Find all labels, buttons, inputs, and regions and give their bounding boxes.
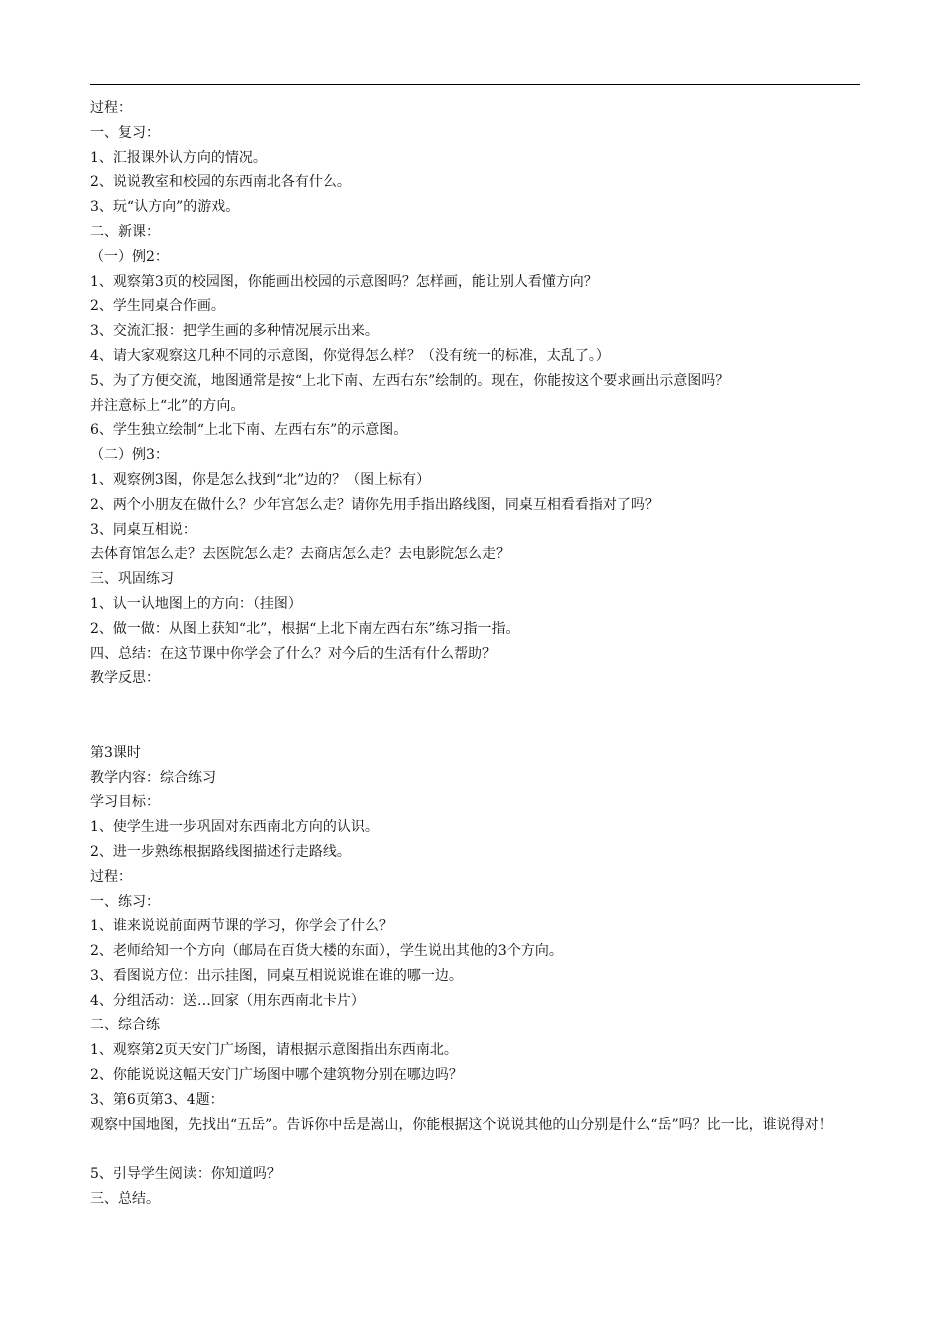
text-line: 2、说说教室和校园的东西南北各有什么。 [90,174,351,191]
subsection-heading: （一）例2： [90,248,169,265]
document-body [90,96,860,1212]
section-heading: 二、综合练 [90,1017,160,1034]
spacer [90,691,860,741]
text-line: 2、学生同桌合作画。 [90,298,225,315]
text-line: 3、第6页第3、4题： [90,1091,224,1108]
section-heading: 四、总结：在这节课中你学会了什么？对今后的生活有什么帮助？ [90,645,496,662]
text-line: 5、引导学生阅读：你知道吗？ [90,1166,281,1183]
text-line: 2、老师给知一个方向（邮局在百货大楼的东面），学生说出其他的3个方向。 [90,943,563,960]
text-line: 3、看图说方位：出示挂图，同桌互相说说谁在谁的哪一边。 [90,967,463,984]
section-heading: 二、新课： [90,223,160,240]
text-line: 4、分组活动：送…回家（用东西南北卡片） [90,992,365,1009]
text-paragraph: 观察中国地图，先找出“五岳”。告诉你中岳是嵩山，你能根据这个说说其他的山分别是什么“岳”吗？比一比，谁说得对！ [90,1116,833,1133]
text-line: 教学内容：综合练习 [90,769,216,786]
header-rule [90,84,860,85]
text-line: 2、做一做：从图上获知“北”，根据“上北下南左西右东”练习指一指。 [90,620,520,637]
text-line: 1、观察第2页天安门广场图，请根据示意图指出东西南北。 [90,1042,458,1059]
text-line: 教学反思： [90,670,160,687]
text-line: 1、汇报课外认方向的情况。 [90,149,267,166]
text-line: 1、认一认地图上的方向：（挂图） [90,595,302,612]
section-heading: 一、练习： [90,893,160,910]
text-line: 1、使学生进一步巩固对东西南北方向的认识。 [90,819,379,836]
subsection-heading: （二）例3： [90,447,169,464]
text-line: 过程： [90,868,132,885]
text-line: 去体育馆怎么走？去医院怎么走？去商店怎么走？去电影院怎么走？ [90,546,510,563]
text-line: 并注意标上“北”的方向。 [90,397,245,414]
text-line: 5、为了方便交流，地图通常是按“上北下南、左西右东”绘制的。现在，你能按这个要求画出示意图吗？ [90,372,730,389]
section-heading: 三、巩固练习 [90,571,174,588]
text-line: 学习目标： [90,794,160,811]
text-line: 2、两个小朋友在做什么？少年宫怎么走？请你先用手指出路线图，同桌互相看看指对了吗？ [90,496,659,513]
text-line: 4、请大家观察这几种不同的示意图，你觉得怎么样？（没有统一的标准，太乱了。） [90,347,610,364]
text-line: 1、谁来说说前面两节课的学习，你学会了什么？ [90,918,393,935]
section-heading: 一、复习： [90,124,160,141]
text-line: 2、你能说说这幅天安门广场图中哪个建筑物分别在哪边吗？ [90,1067,463,1084]
text-line: 过程： [90,100,132,116]
lesson-title: 第3课时 [90,744,141,761]
text-line: 1、观察第3页的校园图，你能画出校园的示意图吗？怎样画，能让别人看懂方向？ [90,273,598,290]
spacer [90,1137,860,1162]
section-heading: 三、总结。 [90,1191,160,1208]
text-line: 2、进一步熟练根据路线图描述行走路线。 [90,843,351,860]
text-line: 6、学生独立绘制“上北下南、左西右东”的示意图。 [90,422,408,439]
text-line: 1、观察例3图，你是怎么找到“北”边的？（图上标有） [90,471,431,488]
text-line: 3、交流汇报：把学生画的多种情况展示出来。 [90,323,379,340]
text-line: 3、玩“认方向”的游戏。 [90,199,240,216]
text-line: 3、同桌互相说： [90,521,197,538]
